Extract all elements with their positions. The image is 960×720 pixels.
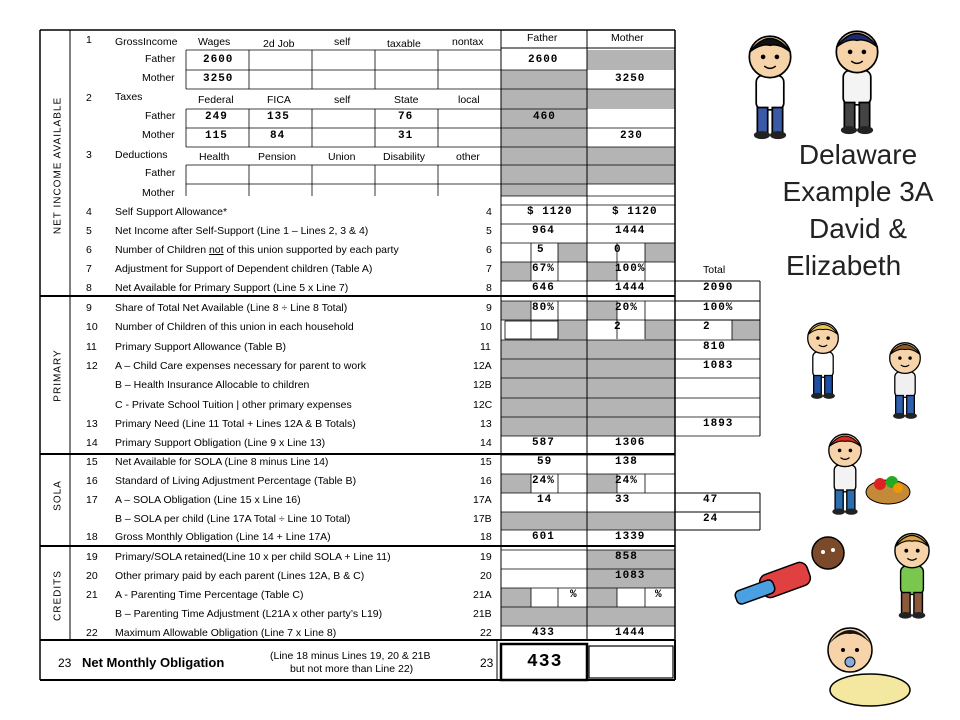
row-label: Share of Total Net Available (Line 8 ÷ Line 8 Total) (115, 302, 348, 314)
row-num: 14 (86, 437, 98, 449)
line2-mother-state: 31 (398, 130, 414, 142)
row-father-value: $ 1120 (527, 206, 573, 218)
shaded-cell (587, 89, 675, 109)
title-line-4: Elizabeth (786, 250, 902, 281)
row-father-value: 5 (537, 244, 545, 256)
girl-with-flower-clipart-icon (808, 323, 839, 399)
row-num: 21 (86, 589, 98, 601)
line1-col-2djob: 2d Job (263, 38, 295, 50)
row-num: 12 (86, 360, 98, 372)
row-label: Other primary paid by each parent (Lines 12A, B & C) (115, 570, 365, 582)
row-label: B – SOLA per child (Line 17A Total ÷ Line 10 Total) (115, 513, 351, 525)
section-primary: PRIMARY (52, 349, 64, 402)
header-total: Total (703, 264, 726, 276)
row-mother-value: 1306 (615, 437, 646, 449)
line2-mother-label: Mother (142, 129, 175, 141)
shaded-cell (501, 512, 675, 530)
row-father-value: 14 (537, 494, 553, 506)
row-father-value: 964 (532, 225, 555, 237)
line2-col-self: self (334, 94, 351, 106)
line1-mother-total: 3250 (615, 73, 646, 85)
line23-note-1: (Line 18 minus Lines 19, 20 & 21B (270, 650, 431, 662)
row-total-value: 2 (703, 321, 711, 333)
row-ref: 12C (473, 399, 493, 411)
cell-box (505, 321, 558, 339)
row-mother-value: 1444 (615, 282, 646, 294)
title-line-1: Delaware (798, 139, 918, 170)
shaded-cell (501, 128, 587, 148)
line2-mother-fica: 84 (270, 130, 286, 142)
row-label (115, 245, 399, 256)
row-father-value: 646 (532, 282, 555, 294)
row-ref: 19 (480, 551, 492, 563)
row-ref: 22 (480, 627, 492, 639)
fruit-basket-icon (866, 476, 910, 504)
line23-note-2: but not more than Line 22) (290, 663, 414, 675)
line23-ref: 23 (480, 656, 494, 670)
row-mother-value: 100% (615, 263, 646, 275)
boy-with-glasses-clipart-icon (890, 343, 921, 419)
shaded-cell (501, 417, 675, 436)
header-father: Father (527, 32, 558, 44)
row-ref: 17A (473, 494, 492, 506)
line3-col-other: other (456, 151, 480, 163)
row-label: A – Child Care expenses necessary for parent to work (115, 360, 366, 372)
header-mother: Mother (611, 32, 644, 44)
row-num: 11 (86, 341, 97, 353)
row-total-value: 47 (703, 494, 719, 506)
crawling-baby-clipart-icon (828, 628, 910, 706)
row-ref: 7 (486, 263, 492, 275)
row-label-part: of this union supported by each party (223, 244, 399, 256)
row-mother-value: 2 (614, 321, 622, 333)
row-total-value: 810 (703, 341, 726, 353)
row-ref: 21A (473, 589, 492, 601)
row-ref: 13 (480, 418, 492, 430)
row-ref: 6 (486, 244, 492, 256)
shaded-cell (501, 184, 587, 196)
shaded-cell (587, 474, 617, 493)
shaded-cell (558, 320, 587, 340)
row-father-value: 587 (532, 437, 555, 449)
line2-mother-total: 230 (620, 130, 643, 142)
row-num: 16 (86, 475, 98, 487)
shaded-cell (645, 320, 675, 340)
row-father-value: 59 (537, 456, 553, 468)
row-mother-value: 1339 (615, 531, 646, 543)
row-num: 10 (86, 321, 98, 333)
row-label: Gross Monthly Obligation (Line 14 + Line 17A) (115, 531, 331, 543)
row-father-value: 24% (532, 475, 555, 487)
row-label: B – Health Insurance Allocable to children (115, 379, 310, 391)
row-label: A – SOLA Obligation (Line 15 x Line 16) (115, 494, 301, 506)
shaded-cell (501, 301, 531, 320)
shaded-cell (645, 243, 675, 262)
row-mother-value: 1444 (615, 225, 646, 237)
row-mother-value: 1083 (615, 570, 646, 582)
boy-lying-down-clipart-icon (734, 537, 844, 605)
slide-title (758, 136, 958, 284)
row-label: Primary Support Obligation (Line 9 x Line 13) (115, 437, 326, 449)
row-ref: 8 (486, 282, 492, 294)
row-ref: 21B (473, 608, 492, 620)
shaded-cell (501, 378, 675, 398)
schoolgirl-clipart-icon (749, 36, 790, 139)
line23-label: Net Monthly Obligation (82, 655, 225, 670)
row-label: Maximum Allowable Obligation (Line 7 x Line 8) (115, 627, 337, 639)
section-credits: CREDITS (52, 570, 64, 621)
row-num: 9 (86, 302, 92, 314)
shaded-cell (732, 320, 760, 340)
shaded-cell (587, 50, 675, 70)
row-ref: 20 (480, 570, 492, 582)
line2-father-federal: 249 (205, 111, 228, 123)
row-num: 17 (86, 494, 98, 506)
row-total-value: 1893 (703, 418, 734, 430)
row-label: C - Private School Tuition | other primary expenses (115, 399, 352, 411)
line1-mother-label: Mother (142, 72, 175, 84)
shaded-cell (501, 340, 675, 359)
row-father-value: 80% (532, 302, 555, 314)
row-ref: 12B (473, 379, 492, 391)
row-label: Net Income after Self-Support (Line 1 – Lines 2, 3 & 4) (115, 225, 369, 237)
row-total-value: 24 (703, 513, 719, 525)
row-mother-value: 24% (615, 475, 638, 487)
line1-col-self: self (334, 36, 351, 48)
girl-with-basket-clipart-icon (829, 434, 861, 515)
row-num: 8 (86, 282, 92, 294)
row-mother-value: 138 (615, 456, 638, 468)
row-ref: 10 (480, 321, 492, 333)
line2-mother-federal: 115 (205, 130, 228, 142)
row-mother-value: 33 (615, 494, 631, 506)
line3-label: Deductions (115, 149, 168, 161)
row-total-value: 2090 (703, 282, 734, 294)
shaded-cell (558, 243, 587, 262)
clipart-group (734, 31, 929, 706)
shaded-cell (587, 165, 675, 184)
row-ref: 4 (486, 206, 492, 218)
row-label-part: Number of Children (115, 244, 209, 256)
row-mother-value: % (655, 589, 663, 601)
row-ref: 11 (480, 341, 491, 353)
row-ref: 16 (480, 475, 492, 487)
row-label: Number of Children of this union in each household (115, 321, 354, 333)
row-ref: 5 (486, 225, 492, 237)
row-label: Net Available for Primary Support (Line 5 x Line 7) (115, 282, 349, 294)
row-father-value: 433 (532, 627, 555, 639)
line1-father-wages: 2600 (203, 54, 234, 66)
shaded-cell (501, 398, 675, 417)
row-father-value: % (570, 589, 578, 601)
line1-col-taxable: taxable (387, 38, 421, 50)
row-ref: 15 (480, 456, 492, 468)
cell-box (589, 646, 673, 678)
line3-col-disability: Disability (383, 151, 426, 163)
row-num: 13 (86, 418, 98, 430)
line3-col-pension: Pension (258, 151, 296, 163)
row-num: 19 (86, 551, 98, 563)
section-sola: SOLA (52, 480, 64, 511)
line2-col-local: local (458, 94, 480, 106)
line1-father-total: 2600 (528, 54, 559, 66)
row-mother-value: 20% (615, 302, 638, 314)
row-label: Net Available for SOLA (Line 8 minus Line 14) (115, 456, 329, 468)
row-mother-value: 0 (614, 244, 622, 256)
shaded-cell (587, 262, 617, 281)
row-num: 20 (86, 570, 98, 582)
shaded-cell (587, 147, 675, 165)
line1-col-wages: Wages (198, 36, 231, 48)
row-ref: 9 (486, 302, 492, 314)
line1-num: 1 (86, 34, 92, 46)
row-label: Self Support Allowance* (115, 206, 228, 218)
line1-label: GrossIncome (115, 36, 178, 48)
row-label: Standard of Living Adjustment Percentage (Table B) (115, 475, 357, 487)
row-num: 22 (86, 627, 98, 639)
line2-col-fica: FICA (267, 94, 291, 106)
row-ref: 18 (480, 531, 492, 543)
row-mother-value: 858 (615, 551, 638, 563)
shaded-cell (501, 607, 675, 626)
shaded-cell (501, 359, 675, 378)
line1-father-label: Father (145, 53, 176, 65)
shaded-cell (587, 301, 617, 320)
row-label: Primary/SOLA retained(Line 10 x per child SOLA + Line 11) (115, 551, 391, 563)
schoolboy-clipart-icon (836, 31, 877, 134)
shaded-cell (501, 262, 531, 281)
line2-father-state: 76 (398, 111, 414, 123)
row-num: 6 (86, 244, 92, 256)
line23-father: 433 (527, 652, 563, 672)
line2-father-fica: 135 (267, 111, 290, 123)
line2-label: Taxes (115, 91, 143, 103)
line2-num: 2 (86, 92, 92, 104)
boy-making-face-clipart-icon (895, 534, 929, 619)
row-label: B – Parenting Time Adjustment (L21A x other party’s L19) (115, 608, 383, 620)
row-label-underlined: not (208, 244, 224, 256)
row-ref: 17B (473, 513, 492, 525)
line3-col-union: Union (328, 151, 356, 163)
section-net-income: NET INCOME AVAILABLE (52, 96, 64, 235)
line2-father-label: Father (145, 110, 176, 122)
row-label: Adjustment for Support of Dependent children (Table A) (115, 263, 373, 275)
row-num: 4 (86, 206, 92, 218)
line3-father-label: Father (145, 167, 176, 179)
row-label: Primary Need (Line 11 Total + Lines 12A & B Totals) (115, 418, 356, 430)
row-ref: 14 (480, 437, 492, 449)
row-mother-value: $ 1120 (612, 206, 658, 218)
title-line-2: Example 3A (782, 176, 934, 207)
line2-col-state: State (394, 94, 419, 106)
row-num: 7 (86, 263, 92, 275)
line2-col-federal: Federal (198, 94, 234, 106)
line3-col-health: Health (199, 151, 230, 163)
line3-num: 3 (86, 149, 92, 161)
row-total-value: 100% (703, 302, 734, 314)
shaded-cell (587, 588, 617, 607)
row-num: 18 (86, 531, 98, 543)
shaded-cell (501, 474, 531, 493)
row-mother-value: 1444 (615, 627, 646, 639)
row-num: 15 (86, 456, 98, 468)
row-label: A - Parenting Time Percentage (Table C) (115, 589, 304, 601)
line23-num: 23 (58, 656, 72, 670)
row-total-value: 1083 (703, 360, 734, 372)
row-ref: 12A (473, 360, 492, 372)
shaded-cell (501, 588, 531, 607)
line2-father-total: 460 (533, 111, 556, 123)
row-father-value: 67% (532, 263, 555, 275)
row-father-value: 601 (532, 531, 555, 543)
line1-mother-wages: 3250 (203, 73, 234, 85)
row-label: Primary Support Allowance (Table B) (115, 341, 286, 353)
line1-col-nontax: nontax (452, 36, 484, 48)
title-line-3: David & (808, 213, 908, 244)
row-num: 5 (86, 225, 92, 237)
line3-mother-label: Mother (142, 187, 175, 199)
